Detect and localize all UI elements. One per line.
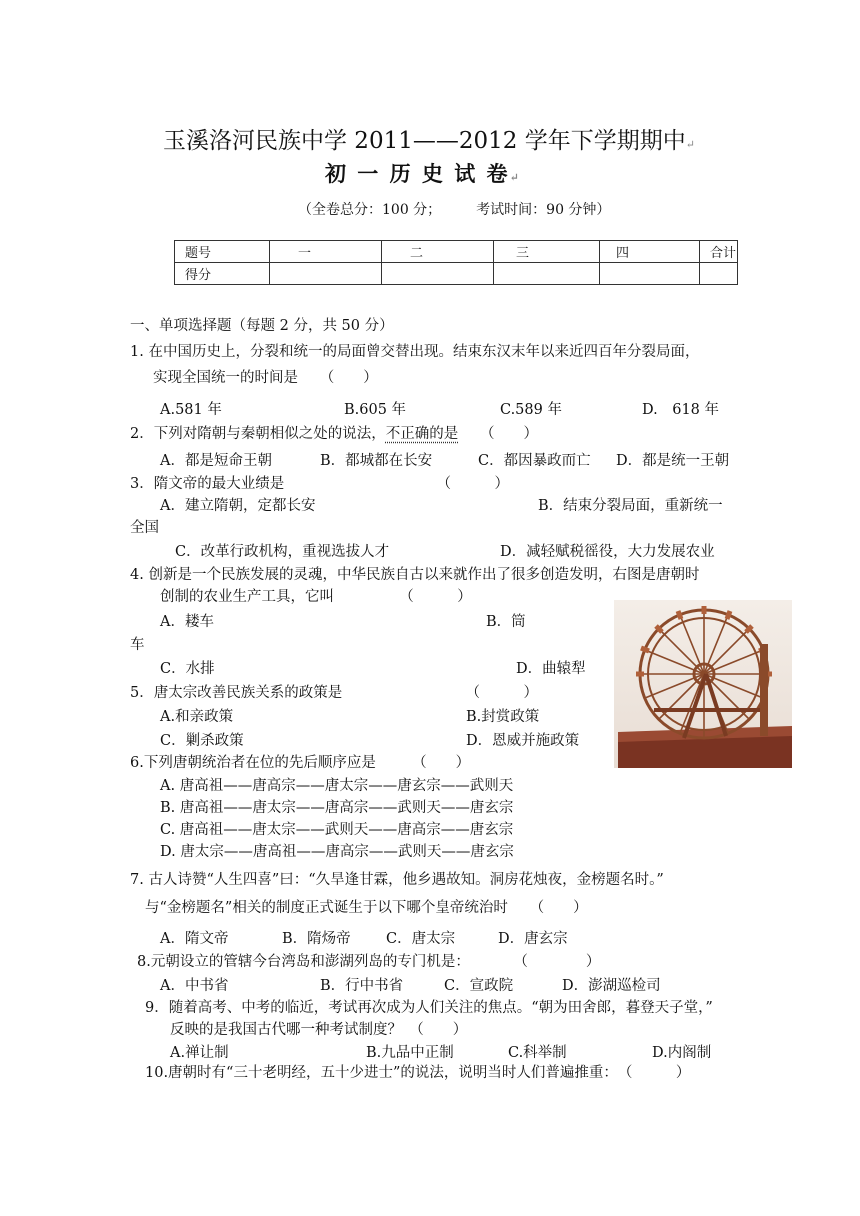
option-b-continued: 全国	[130, 520, 159, 536]
question-stem: 1. 在中国历史上，分裂和统一的局面曾交替出现。结束东汉末年以来近四百年分裂局面，	[130, 344, 700, 360]
question-stem: 7. 古人诗赞“人生四喜”曰：“久旱逢甘霖，他乡遇故知。洞房花烛夜，金榜题名时。”	[130, 872, 664, 888]
exam-title: 玉溪洛河民族中学 2011——2012 学年下学期期中↵	[163, 128, 695, 154]
option-b[interactable]: B．都城都在长安	[320, 453, 433, 469]
score-input[interactable]	[700, 263, 738, 285]
table-cell: 合计	[700, 241, 738, 263]
option-c[interactable]: C.589 年	[500, 402, 562, 418]
option-c[interactable]: C．改革行政机构，重视选拔人才	[175, 544, 390, 560]
option-c[interactable]: C．剿杀政策	[160, 733, 244, 749]
question-stem: 5．唐太宗改善民族关系的政策是 （ ）	[130, 685, 538, 701]
option-b[interactable]: B．行中书省	[320, 978, 404, 994]
option-c[interactable]: C．水排	[160, 661, 215, 677]
option-d[interactable]: D. 唐太宗——唐高祖——唐高宗——武则天——唐玄宗	[160, 844, 514, 860]
option-d[interactable]: D. 618 年	[642, 402, 720, 418]
question-stem: 3．隋文帝的最大业绩是 （ ）	[130, 476, 509, 492]
option-a[interactable]: A．建立隋朝，定都长安	[160, 498, 316, 514]
water-wheel-tongche-icon	[614, 600, 792, 768]
option-d[interactable]: D．曲辕犁	[516, 661, 586, 677]
question-stem: 2．下列对隋朝与秦朝相似之处的说法，不正确的是 （ ）	[130, 426, 538, 442]
option-b[interactable]: B. 唐高祖——唐太宗——唐高宗——武则天——唐玄宗	[160, 800, 514, 816]
option-b[interactable]: B．隋炀帝	[282, 931, 351, 947]
question-stem: 4. 创新是一个民族发展的灵魂，中华民族自古以来就作出了很多创造发明，右图是唐朝时	[130, 567, 700, 583]
option-b[interactable]: B．筒	[486, 614, 526, 630]
option-a[interactable]: A．中书省	[160, 978, 229, 994]
option-a[interactable]: A.和亲政策	[160, 709, 234, 725]
table-cell: 题号	[175, 241, 270, 263]
table-cell: 得分	[175, 263, 270, 285]
table-row	[175, 263, 738, 285]
option-d[interactable]: D．澎湖巡检司	[562, 978, 661, 994]
score-table	[174, 240, 738, 285]
option-b-continued: 车	[130, 637, 145, 653]
section-heading: 一、单项选择题（每题 2 分，共 50 分）	[130, 318, 394, 334]
question-stem: 6.下列唐朝统治者在位的先后顺序应是 （ ）	[130, 755, 471, 771]
option-a[interactable]: A.581 年	[160, 402, 222, 418]
question-stem: 创制的农业生产工具，它叫 （ ）	[160, 589, 472, 605]
option-a[interactable]: A.禅让制	[170, 1045, 229, 1061]
option-a[interactable]: A．隋文帝	[160, 931, 229, 947]
table-row	[175, 241, 738, 263]
question-stem: 反映的是我国古代哪一种考试制度？ （ ）	[170, 1022, 468, 1038]
option-a[interactable]: A. 唐高祖——唐高宗——唐太宗——唐玄宗——武则天	[160, 778, 514, 794]
option-c[interactable]: C. 唐高祖——唐太宗——武则天——唐高宗——唐玄宗	[160, 822, 514, 838]
option-d[interactable]: D．都是统一王朝	[616, 453, 730, 469]
option-a[interactable]: A．都是短命王朝	[160, 453, 272, 469]
exam-subtitle: 初 一 历 史 试 卷↵	[325, 161, 521, 186]
score-input[interactable]	[600, 263, 700, 285]
question-stem: 10.唐朝时有“三十老明经，五十少进士”的说法，说明当时人们普遍推重： （ ）	[145, 1065, 691, 1081]
table-cell: 三	[494, 241, 600, 263]
table-cell: 一	[270, 241, 382, 263]
emphasis-text: 不正确的是	[385, 426, 459, 442]
option-b[interactable]: B.605 年	[344, 402, 407, 418]
question-stem: 8.元朝设立的管辖今台湾岛和澎湖列岛的专门机是： （ ）	[137, 954, 601, 970]
option-d[interactable]: D．减轻赋税徭役，大力发展农业	[500, 544, 715, 560]
option-b[interactable]: B.九品中正制	[366, 1045, 454, 1061]
exam-info: （全卷总分：100 分； 考试时间：90 分钟）	[298, 202, 611, 218]
score-input[interactable]	[494, 263, 600, 285]
option-a[interactable]: A．耧车	[160, 614, 214, 630]
option-b[interactable]: B．结束分裂局面，重新统一	[538, 498, 723, 514]
score-input[interactable]	[270, 263, 382, 285]
option-d[interactable]: D．唐玄宗	[498, 931, 568, 947]
question-stem: 实现全国统一的时间是 （ ）	[153, 370, 378, 386]
question-stem: 与“金榜题名”相关的制度正式诞生于以下哪个皇帝统治时 （ ）	[145, 900, 588, 916]
option-b[interactable]: B.封赏政策	[466, 709, 540, 725]
table-cell: 二	[382, 241, 494, 263]
question-stem: 9．随着高考、中考的临近，考试再次成为人们关注的焦点。“朝为田舍郎，暮登天子堂，”	[145, 1000, 713, 1016]
table-cell: 四	[600, 241, 700, 263]
option-c[interactable]: C．宣政院	[444, 978, 514, 994]
option-c[interactable]: C．都因暴政而亡	[478, 453, 591, 469]
option-c[interactable]: C．唐太宗	[386, 931, 456, 947]
option-d[interactable]: D．恩威并施政策	[466, 733, 580, 749]
option-d[interactable]: D.内阁制	[652, 1045, 712, 1061]
score-input[interactable]	[382, 263, 494, 285]
option-c[interactable]: C.科举制	[508, 1045, 567, 1061]
